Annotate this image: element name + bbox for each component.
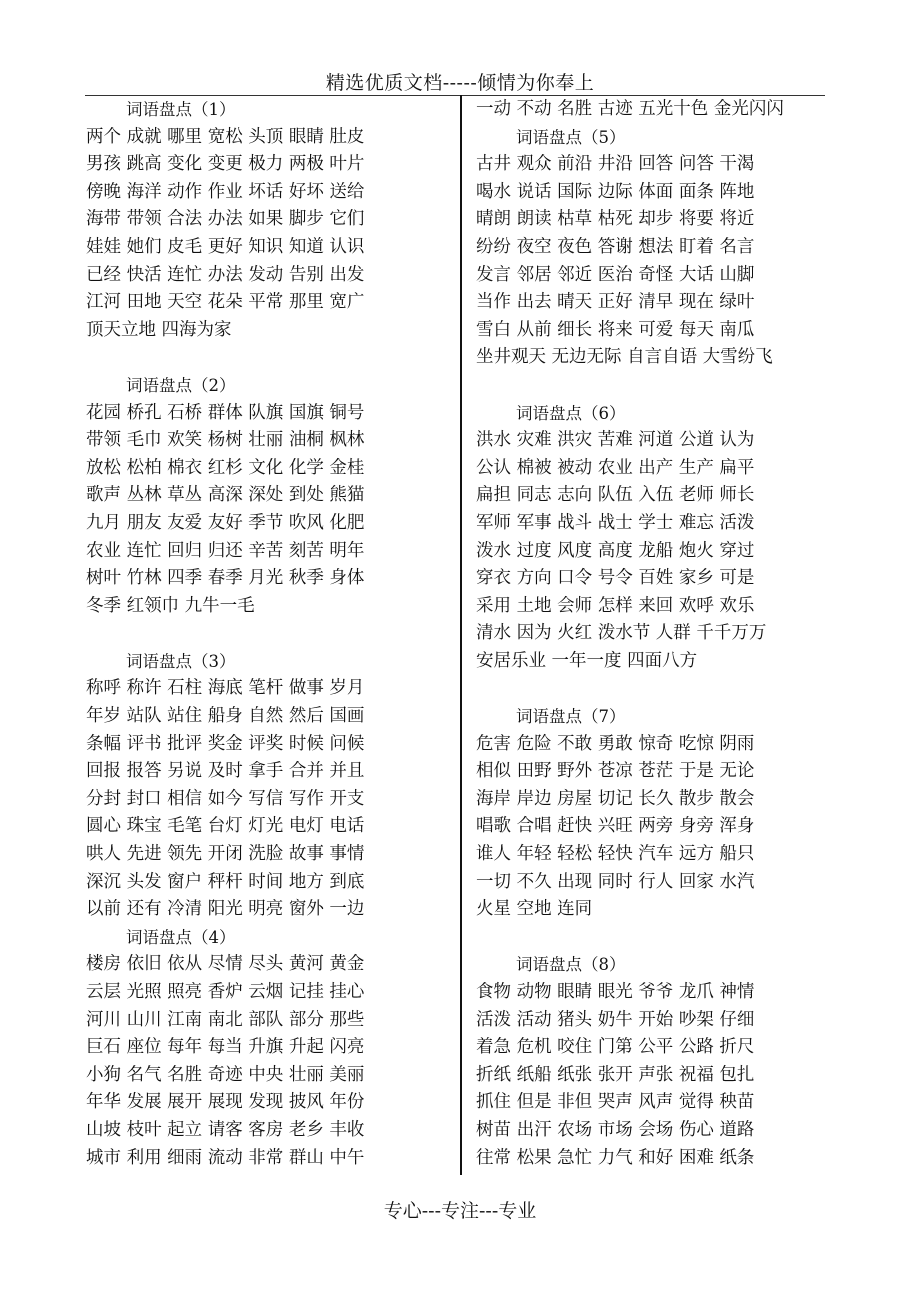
word-row: 安居乐业 一年一度 四面八方 bbox=[476, 650, 698, 671]
word-row: 坐井观天 无边无际 自言自语 大雪纷飞 bbox=[476, 347, 773, 368]
word-row: 云层 光照 照亮 香炉 云烟 记挂 挂心 bbox=[86, 982, 365, 1002]
word-row: 带领 毛巾 欢笑 杨树 壮丽 油桐 枫林 bbox=[86, 430, 365, 451]
section-heading: 词语盘点（1） bbox=[126, 100, 236, 119]
word-row: 相似 田野 野外 苍凉 苍茫 于是 无论 bbox=[476, 761, 755, 782]
word-row: 古井 观众 前沿 井沿 回答 问答 干渴 bbox=[476, 154, 755, 175]
word-row: 娃娃 她们 皮毛 更好 知识 知道 认识 bbox=[86, 236, 365, 257]
page-footer: 专心---专注---专业 bbox=[383, 1200, 537, 1222]
word-row: 雪白 从前 细长 将来 可爱 每天 南瓜 bbox=[476, 319, 755, 340]
column-divider bbox=[460, 95, 462, 1175]
word-row: 傍晚 海洋 动作 作业 坏话 好坏 送给 bbox=[86, 181, 365, 202]
word-row: 纷纷 夜空 夜色 答谢 想法 盯着 名言 bbox=[476, 236, 755, 257]
word-row: 江河 田地 天空 花朵 平常 那里 宽广 bbox=[86, 292, 365, 313]
left-column bbox=[86, 96, 446, 1172]
section-heading: 词语盘点（6） bbox=[516, 403, 626, 423]
word-row: 河川 山川 江南 南北 部队 部分 那些 bbox=[86, 1009, 365, 1030]
word-row: 歌声 丛林 草丛 高深 深处 到处 熊猫 bbox=[86, 485, 365, 506]
word-row: 树叶 竹林 四季 春季 月光 秋季 身体 bbox=[86, 568, 365, 589]
spacer bbox=[476, 924, 836, 952]
word-row: 公认 棉被 被动 农业 出产 生产 扁平 bbox=[476, 457, 755, 478]
word-row: 冬季 红领巾 九牛一毛 bbox=[86, 595, 255, 616]
word-row: 九月 朋友 友爱 友好 季节 吹风 化肥 bbox=[86, 512, 365, 533]
word-row: 一切 不久 出现 同时 行人 回家 水汽 bbox=[476, 871, 755, 892]
word-row: 小狗 名气 名胜 奇迹 中央 壮丽 美丽 bbox=[86, 1064, 365, 1085]
word-row: 穿衣 方向 口令 号令 百姓 家乡 可是 bbox=[476, 568, 755, 589]
word-row: 回报 报答 另说 及时 拿手 合并 并且 bbox=[86, 761, 365, 782]
word-row: 当作 出去 晴天 正好 清早 现在 绿叶 bbox=[476, 292, 755, 313]
section-heading: 词语盘点（5） bbox=[516, 127, 626, 147]
section-heading: 词语盘点（8） bbox=[516, 955, 626, 975]
word-row: 唱歌 合唱 赶快 兴旺 两旁 身旁 浑身 bbox=[476, 816, 755, 837]
word-row: 发言 邻居 邻近 医治 奇怪 大话 山脚 bbox=[476, 264, 755, 285]
word-row: 楼房 依旧 依从 尽情 尽头 黄河 黄金 bbox=[86, 954, 365, 975]
word-row: 顶天立地 四海为家 bbox=[86, 319, 232, 340]
word-row: 城市 利用 细雨 流动 非常 群山 中午 bbox=[86, 1147, 365, 1168]
word-row: 深沉 头发 窗户 秤杆 时间 地方 到底 bbox=[86, 871, 365, 892]
word-row: 活泼 活动 猪头 奶牛 开始 吵架 仔细 bbox=[476, 1009, 755, 1030]
word-row: 以前 还有 冷清 阳光 明亮 窗外 一边 bbox=[86, 899, 365, 920]
word-row: 泼水 过度 风度 高度 龙船 炮火 穿过 bbox=[476, 540, 755, 561]
word-row: 年岁 站队 站住 船身 自然 然后 国画 bbox=[86, 706, 365, 727]
section-heading: 词语盘点（4） bbox=[126, 927, 236, 947]
word-row: 着急 危机 咬住 门第 公平 公路 折尺 bbox=[476, 1037, 755, 1058]
section-heading: 词语盘点（2） bbox=[126, 375, 236, 395]
word-row: 条幅 评书 批评 奖金 评奖 时候 问候 bbox=[86, 733, 365, 754]
word-row: 火星 空地 连同 bbox=[476, 899, 593, 920]
word-row: 已经 快活 连忙 办法 发动 告别 出发 bbox=[86, 264, 365, 285]
word-row: 分封 封口 相信 如今 写信 写作 开支 bbox=[86, 788, 365, 809]
page-header: 精选优质文档-----倾情为你奉上 bbox=[325, 72, 595, 94]
word-row: 山坡 枝叶 起立 请客 客房 老乡 丰收 bbox=[86, 1119, 365, 1140]
word-row: 巨石 座位 每年 每当 升旗 升起 闪亮 bbox=[86, 1037, 365, 1058]
word-row: 危害 危险 不敢 勇敢 惊奇 吃惊 阴雨 bbox=[476, 733, 755, 754]
word-row: 采用 土地 会师 怎样 来回 欢呼 欢乐 bbox=[476, 595, 755, 616]
word-row: 喝水 说话 国际 边际 体面 面条 阵地 bbox=[476, 181, 755, 202]
word-row: 抓住 但是 非但 哭声 风声 觉得 秧苗 bbox=[476, 1092, 755, 1113]
section-heading: 词语盘点（3） bbox=[126, 651, 236, 671]
word-row: 食物 动物 眼睛 眼光 爷爷 龙爪 神情 bbox=[476, 982, 755, 1002]
word-row: 男孩 跳高 变化 变更 极力 两极 叶片 bbox=[86, 154, 365, 175]
word-row: 圆心 珠宝 毛笔 台灯 灯光 电灯 电话 bbox=[86, 816, 365, 837]
word-row: 两个 成就 哪里 宽松 头顶 眼睛 肚皮 bbox=[86, 126, 365, 147]
word-row: 晴朗 朗读 枯草 枯死 却步 将要 将近 bbox=[476, 209, 755, 230]
right-column bbox=[476, 96, 836, 1172]
word-row: 海岸 岸边 房屋 切记 长久 散步 散会 bbox=[476, 788, 755, 809]
word-row: 军师 军事 战斗 战士 学士 难忘 活泼 bbox=[476, 512, 755, 533]
word-row: 谁人 年轻 轻松 轻快 汽车 远方 船只 bbox=[476, 844, 755, 865]
word-row: 一动 不动 名胜 古迹 五光十色 金光闪闪 bbox=[476, 99, 784, 119]
word-row: 农业 连忙 回归 归还 辛苦 刻苦 明年 bbox=[86, 540, 365, 561]
word-row: 哄人 先进 领先 开闭 洗脸 故事 事情 bbox=[86, 844, 365, 865]
spacer bbox=[476, 675, 836, 703]
word-row: 清水 因为 火红 泼水节 人群 千千万万 bbox=[476, 623, 767, 644]
spacer bbox=[86, 344, 446, 372]
word-row: 称呼 称许 石柱 海底 笔杆 做事 岁月 bbox=[86, 678, 365, 699]
word-row: 海带 带领 合法 办法 如果 脚步 它们 bbox=[86, 209, 365, 230]
word-row: 放松 松柏 棉衣 红杉 文化 化学 金桂 bbox=[86, 457, 365, 478]
word-row: 往常 松果 急忙 力气 和好 困难 纸条 bbox=[476, 1147, 755, 1168]
word-row: 扁担 同志 志向 队伍 入伍 老师 师长 bbox=[476, 485, 755, 506]
word-row: 花园 桥孔 石桥 群体 队旗 国旗 铜号 bbox=[86, 402, 365, 423]
word-row: 树苗 出汗 农场 市场 会场 伤心 道路 bbox=[476, 1119, 755, 1140]
word-row: 年华 发展 展开 展现 发现 披风 年份 bbox=[86, 1092, 365, 1113]
word-row: 折纸 纸船 纸张 张开 声张 祝福 包扎 bbox=[476, 1064, 755, 1085]
spacer bbox=[476, 372, 836, 400]
word-row: 洪水 灾难 洪灾 苦难 河道 公道 认为 bbox=[476, 430, 755, 451]
section-heading: 词语盘点（7） bbox=[516, 707, 626, 727]
spacer bbox=[86, 620, 446, 648]
